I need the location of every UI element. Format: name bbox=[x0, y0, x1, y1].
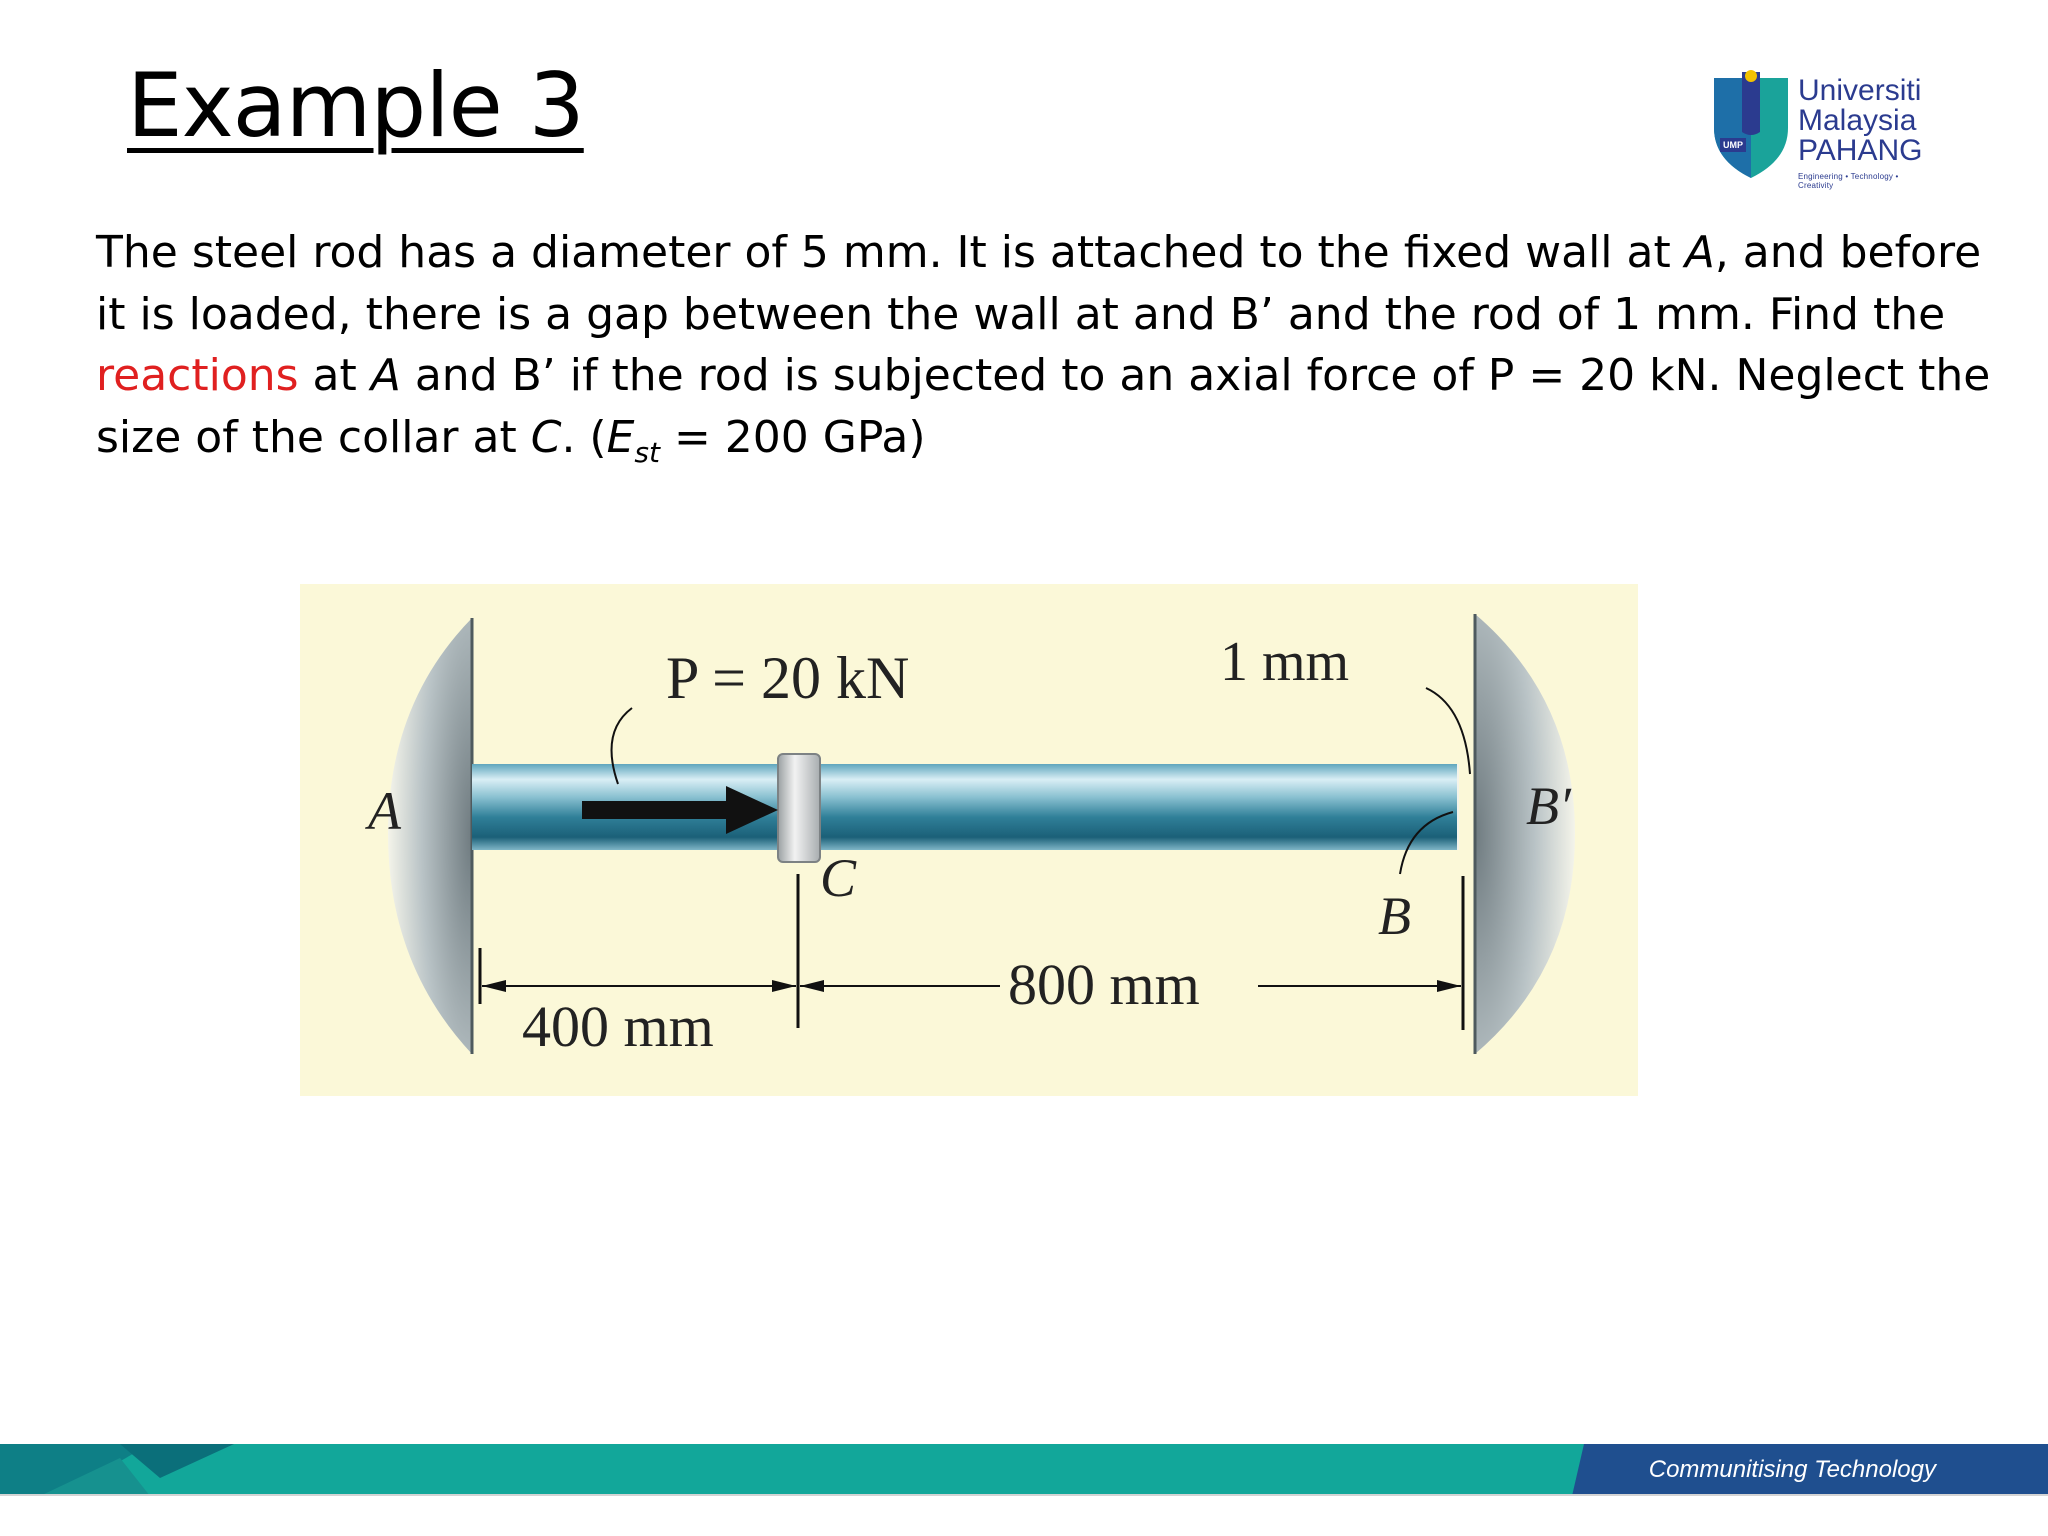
problem-point-a-2: A bbox=[370, 350, 401, 401]
dim-arrow-400-left bbox=[482, 980, 506, 992]
problem-text-6: = 200 GPa) bbox=[659, 411, 926, 463]
problem-text-1: The steel rod has a diameter of 5 mm. It is attached to the fixed wall at bbox=[96, 227, 1685, 278]
dim-label-400: 400 mm bbox=[522, 994, 714, 1059]
gap-leader bbox=[1426, 688, 1470, 774]
problem-statement bbox=[96, 222, 2016, 483]
logo-badge: UMP bbox=[1723, 140, 1743, 150]
label-a: A bbox=[368, 781, 401, 841]
label-c: C bbox=[820, 848, 857, 908]
dim-arrow-800-left bbox=[800, 980, 824, 992]
problem-point-a: A bbox=[1684, 227, 1715, 278]
problem-text-4: and B’ if the rod is subjected to an axial force of P = 20 kN. Neglect the size of the collar at bbox=[96, 350, 1991, 463]
university-logo bbox=[1706, 68, 1936, 190]
dim-arrow-800-right bbox=[1437, 980, 1461, 992]
force-label: P = 20 kN bbox=[666, 645, 910, 711]
problem-highlight: reactions bbox=[96, 350, 299, 401]
collar-c bbox=[778, 754, 820, 862]
problem-text-3: at bbox=[298, 350, 371, 401]
problem-text-2: , and before it is loaded, there is a gap between the wall at and B’ and the rod of 1 mm. Find the bbox=[96, 227, 1982, 340]
logo-tagline: Engineering • Technology • Creativity bbox=[1798, 172, 1899, 190]
university-shield-icon bbox=[1706, 68, 1796, 180]
footer-band bbox=[0, 1444, 2048, 1496]
rod-diagram-svg bbox=[300, 584, 1638, 1096]
gap-label: 1 mm bbox=[1220, 631, 1350, 693]
dim-arrow-400-right bbox=[772, 980, 796, 992]
label-b: B bbox=[1378, 886, 1411, 946]
logo-line-2: Malaysia bbox=[1798, 104, 1917, 137]
logo-line-3: PAHANG bbox=[1798, 134, 1923, 167]
problem-modulus-e: E bbox=[606, 411, 635, 463]
force-arrow-shaft bbox=[582, 801, 732, 819]
label-b-prime: B′ bbox=[1526, 776, 1571, 836]
problem-point-c: C bbox=[530, 411, 562, 463]
problem-text-5: . ( bbox=[561, 411, 607, 463]
rod-diagram bbox=[300, 584, 1638, 1096]
problem-modulus-subscript: st bbox=[634, 435, 660, 469]
slide-title: Example 3 bbox=[127, 54, 584, 157]
footer-tagline: Communitising Technology bbox=[1648, 1456, 1936, 1483]
logo-line-1: Universiti bbox=[1798, 74, 1922, 107]
dim-label-800: 800 mm bbox=[1008, 952, 1200, 1017]
